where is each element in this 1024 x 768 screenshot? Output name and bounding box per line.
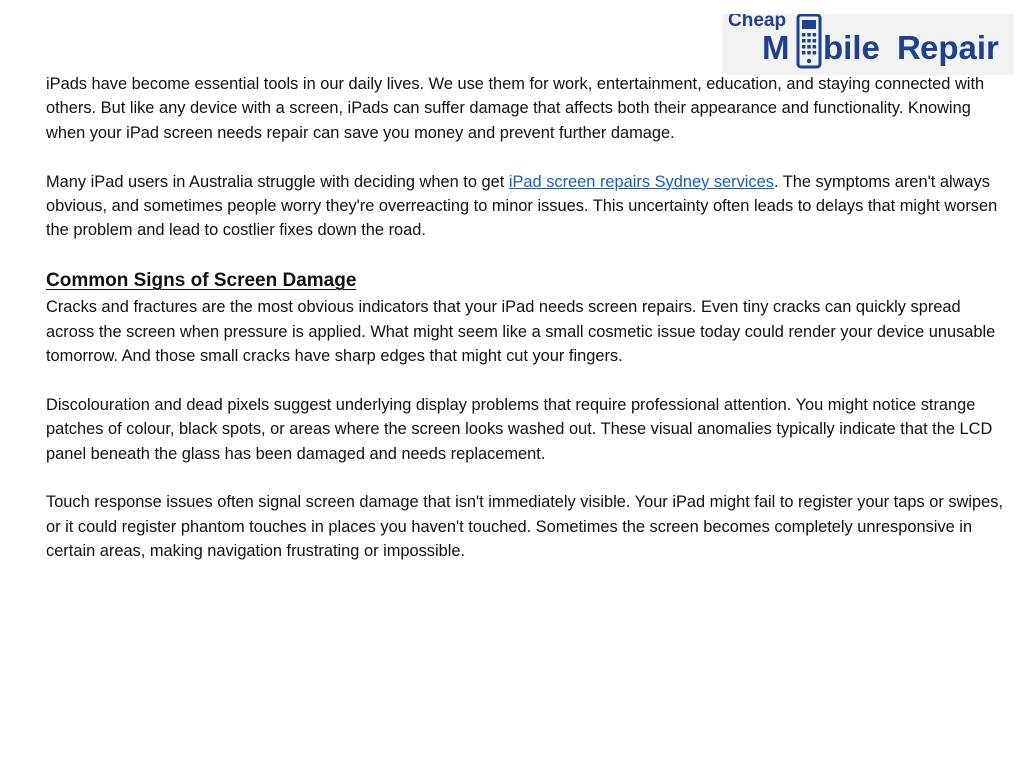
intro-paragraph-2-start: Many iPad users in Australia struggle with deciding when to get xyxy=(46,172,509,191)
section-heading: Common Signs of Screen Damage xyxy=(46,270,357,292)
phone-keypad-icon xyxy=(798,15,820,67)
logo-word-bile: bile xyxy=(823,29,880,66)
section-paragraph-cracks: Cracks and fractures are the most obvious indicators that your iPad needs screen repairs. Even tiny cracks can quickly spread across the screen when pressure is applied. What might seem like a small cosmetic issue today could render your device unusable tomorrow. And those small cracks have sharp edges that might cut your fingers. xyxy=(46,298,996,366)
logo-letter-m: M xyxy=(762,29,790,66)
logo-word-epair: epair xyxy=(920,29,999,66)
intro-paragraph-2-end: . The symptoms aren't always obvious, and sometimes people worry they're overreacting to minor issues. This uncertainty often leads to delays that might worsen the problem and lead to costlier fixes down the road. xyxy=(46,172,998,240)
section-paragraph-touch: Touch response issues often signal screen damage that isn't immediately visible. Your iPad might fail to register your taps or swipes, or it could register phantom touches in places you haven't touched. Sometimes the screen becomes completely unresponsive in certain areas, making navigation frustrating or impossible. xyxy=(46,493,1004,561)
intro-paragraph-1: iPads have become essential tools in our daily lives. We use them for work, entertainment, education, and staying connected with others. But like any device with a screen, iPads can suffer damage that affects both their appearance and functionality. Knowing when your iPad screen needs repair can save you money and prevent further damage. xyxy=(46,75,985,142)
logo-graphic xyxy=(722,14,1014,75)
article-body xyxy=(46,72,1006,564)
section-paragraph-discolouration: Discolouration and dead pixels suggest underlying display problems that require professional attention. You might notice strange patches of colour, black spots, or areas where the screen looks washed out. These visual anomalies typically indicate that the LCD panel beneath the glass has been damaged and needs replacement. xyxy=(46,395,993,463)
logo-word-cheap: Cheap xyxy=(728,14,787,31)
ipad-screen-repairs-link[interactable]: iPad screen repairs Sydney services xyxy=(508,172,774,191)
logo-letter-r: R xyxy=(897,29,921,66)
cheap-mobile-repair-logo xyxy=(722,14,1014,75)
intro-paragraph-2 xyxy=(46,170,1006,243)
